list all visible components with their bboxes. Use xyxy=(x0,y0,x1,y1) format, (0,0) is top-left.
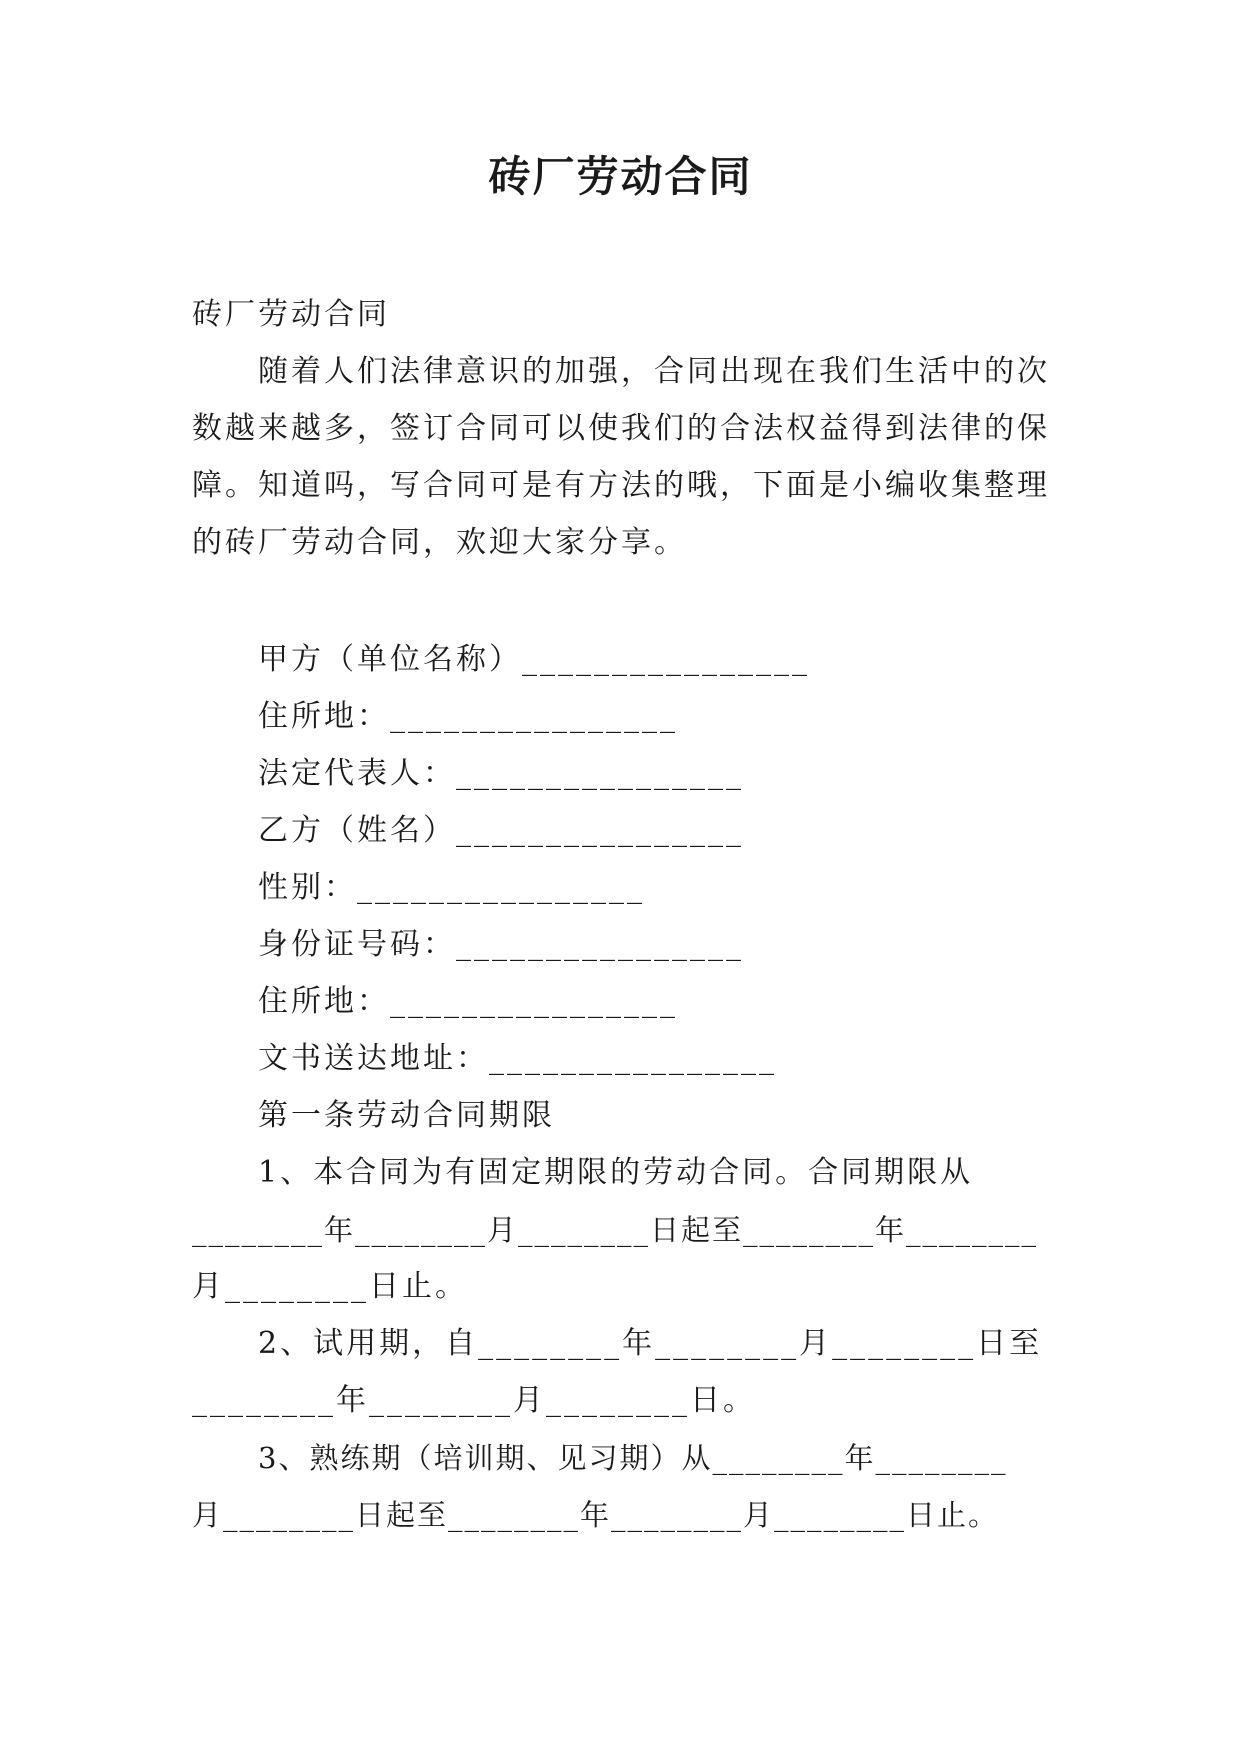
field-party-b-address: 住所地：________________ xyxy=(258,984,678,1019)
document-title: 砖厂劳动合同 xyxy=(488,152,753,201)
clause-3-line-2: 月________日起至________年________月________日止。 xyxy=(192,1498,1000,1532)
field-party-a-name: 甲方（单位名称）________________ xyxy=(258,642,810,677)
field-legal-representative: 法定代表人：________________ xyxy=(258,756,744,791)
intro-line-2: 数越来越多，签订合同可以使我们的合法权益得到法律的保 xyxy=(192,411,1050,446)
clause-1-line-3: 月________日止。 xyxy=(192,1269,468,1304)
field-party-a-address: 住所地：________________ xyxy=(258,699,678,734)
field-id-number: 身份证号码：________________ xyxy=(258,927,744,962)
clause-2-line-2: ________年________月________日。 xyxy=(192,1383,756,1418)
clause-1-line-2: ________年________月________日起至________年________ xyxy=(192,1213,1039,1247)
clause-3-line-1: 3、熟练期（培训期、见习期）从________年________ xyxy=(258,1441,1008,1475)
article-1-heading: 第一条劳动合同期限 xyxy=(258,1098,555,1133)
clause-1-line-1: 1、本合同为有固定期限的劳动合同。合同期限从 xyxy=(258,1155,974,1190)
intro-line-4: 的砖厂劳动合同，欢迎大家分享。 xyxy=(192,525,687,560)
field-delivery-address: 文书送达地址：________________ xyxy=(258,1041,777,1076)
field-party-b-name: 乙方（姓名）________________ xyxy=(258,813,744,848)
intro-line-3: 障。知道吗，写合同可是有方法的哦，下面是小编收集整理 xyxy=(192,468,1050,503)
clause-2-line-1: 2、试用期，自________年________月________日至 xyxy=(258,1326,1043,1361)
intro-line-1: 随着人们法律意识的加强，合同出现在我们生活中的次 xyxy=(258,354,1050,389)
field-gender: 性别：________________ xyxy=(258,870,645,905)
document-subtitle: 砖厂劳动合同 xyxy=(192,297,390,332)
